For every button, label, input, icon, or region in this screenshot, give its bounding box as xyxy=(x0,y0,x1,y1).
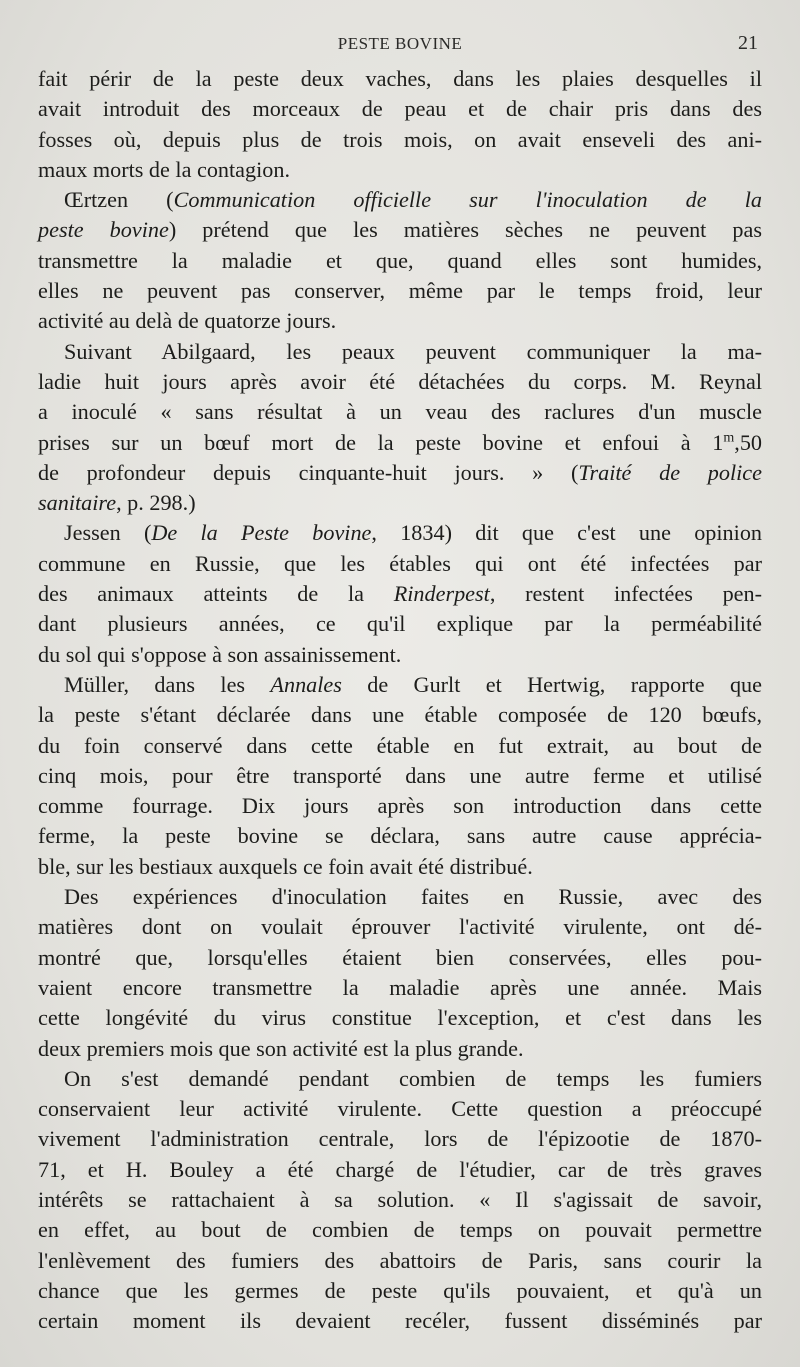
text-line xyxy=(38,397,762,427)
text-line xyxy=(38,609,762,639)
text-segment: fosses où, depuis plus de trois mois, on avait enseveli des ani- xyxy=(38,126,762,152)
text-segment: du foin conservé dans cette étable en fut extrait, au bout de xyxy=(38,732,762,758)
page-number: 21 xyxy=(738,32,758,54)
text-line xyxy=(38,1155,762,1185)
italic-text: peste bovine xyxy=(38,217,169,243)
text-line xyxy=(38,761,762,791)
text-line xyxy=(38,215,762,245)
text-line xyxy=(38,155,762,185)
text-segment: , 1834) dit que c'est une opinion xyxy=(371,520,763,546)
text-line xyxy=(38,518,762,548)
text-segment: elles ne peuvent pas conserver, même par le temps froid, leur xyxy=(38,278,762,304)
italic-text: Rinderpest xyxy=(393,581,490,607)
text-line xyxy=(38,579,762,609)
text-line xyxy=(38,882,762,912)
text-line xyxy=(38,791,762,821)
text-line xyxy=(38,852,762,882)
text-segment: l'enlèvement des fumiers des abattoirs de Paris, sans courir la xyxy=(38,1247,762,1273)
text-segment: conservaient leur activité virulente. Cette question a préoccupé xyxy=(38,1096,762,1122)
italic-text: Communication officielle sur l'inoculation de la xyxy=(173,187,762,213)
text-line xyxy=(38,943,762,973)
text-segment: chance que les germes de peste qu'ils pouvaient, et qu'à un xyxy=(38,1277,762,1303)
text-segment: certain moment ils devaient recéler, fussent disséminés par xyxy=(38,1308,762,1334)
text-line xyxy=(38,246,762,276)
text-line xyxy=(38,94,762,124)
body-text xyxy=(38,64,762,1336)
text-segment: , restent infectées pen- xyxy=(489,581,763,607)
text-line xyxy=(38,306,762,336)
running-head xyxy=(0,34,800,58)
text-segment: vaient encore transmettre la maladie après une année. Mais xyxy=(38,974,762,1000)
text-segment: ble, sur les bestiaux auxquels ce foin avait été distribué. xyxy=(38,853,533,879)
text-line xyxy=(38,337,762,367)
text-line xyxy=(38,125,762,155)
text-segment: 71, et H. Bouley a été chargé de l'étudier, car de très graves xyxy=(38,1156,762,1182)
text-line xyxy=(38,64,762,94)
superscript-text: m xyxy=(723,430,735,446)
text-segment: Des expériences d'inoculation faites en Russie, avec des xyxy=(64,884,762,910)
text-segment: Suivant Abilgaard, les peaux peuvent communiquer la ma- xyxy=(64,338,762,364)
text-segment: Jessen ( xyxy=(64,520,152,546)
text-line xyxy=(38,1034,762,1064)
text-segment: , p. 298.) xyxy=(116,490,196,516)
text-segment: transmettre la maladie et que, quand elles sont humides, xyxy=(38,247,762,273)
running-title: PESTE BOVINE xyxy=(337,34,463,53)
text-line xyxy=(38,1094,762,1124)
italic-text: De la Peste bovine xyxy=(151,520,372,546)
text-segment: matières dont on voulait éprouver l'activité virulente, ont dé- xyxy=(38,914,762,940)
text-segment: prises sur un bœuf mort de la peste bovine et enfoui à 1 xyxy=(38,429,724,455)
text-segment: vivement l'administration centrale, lors de l'épizootie de 1870- xyxy=(38,1126,762,1152)
text-segment: en effet, au bout de combien de temps on pouvait permettre xyxy=(38,1217,762,1243)
text-line xyxy=(38,1246,762,1276)
text-segment: montré que, lorsqu'elles étaient bien conservées, elles pou- xyxy=(38,944,762,970)
text-line xyxy=(38,488,762,518)
text-line xyxy=(38,640,762,670)
text-segment: ) prétend que les matières sèches ne peuvent pas xyxy=(168,217,762,243)
text-line xyxy=(38,1306,762,1336)
text-line xyxy=(38,1276,762,1306)
text-segment: Œrtzen ( xyxy=(64,187,174,213)
text-line xyxy=(38,185,762,215)
italic-text: sanitaire xyxy=(38,490,117,516)
text-segment: ,50 xyxy=(734,429,762,455)
text-segment: des animaux atteints de la xyxy=(38,581,394,607)
text-segment: a inoculé « sans résultat à un veau des raclures d'un muscle xyxy=(38,399,762,425)
text-line xyxy=(38,1185,762,1215)
text-segment: cette longévité du virus constitue l'exception, et c'est dans les xyxy=(38,1005,762,1031)
text-line xyxy=(38,458,762,488)
text-line xyxy=(38,1124,762,1154)
text-segment: deux premiers mois que son activité est la plus grande. xyxy=(38,1035,524,1061)
text-line xyxy=(38,912,762,942)
text-segment: intérêts se rattachaient à sa solution. « Il s'agissait de savoir, xyxy=(38,1186,762,1212)
text-line xyxy=(38,1003,762,1033)
text-segment: comme fourrage. Dix jours après son introduction dans cette xyxy=(38,793,762,819)
text-segment: cinq mois, pour être transporté dans une autre ferme et utilisé xyxy=(38,762,762,788)
italic-text: Annales xyxy=(270,671,342,697)
text-segment: avait introduit des morceaux de peau et de chair pris dans des xyxy=(38,96,762,122)
text-line xyxy=(38,367,762,397)
text-segment: On s'est demandé pendant combien de temps les fumiers xyxy=(64,1065,762,1091)
text-line xyxy=(38,821,762,851)
text-segment: ferme, la peste bovine se déclara, sans autre cause apprécia- xyxy=(38,823,762,849)
text-line xyxy=(38,549,762,579)
text-segment: Müller, dans les xyxy=(64,671,271,697)
text-segment: de profondeur depuis cinquante-huit jours. » ( xyxy=(38,459,579,485)
text-line xyxy=(38,973,762,1003)
text-segment: ladie huit jours après avoir été détachées du corps. M. Reynal xyxy=(38,368,762,394)
text-line xyxy=(38,731,762,761)
italic-text: Traité de police xyxy=(578,459,762,485)
text-line xyxy=(38,428,762,458)
text-segment: commune en Russie, que les étables qui ont été infectées par xyxy=(38,550,762,576)
text-segment: activité au delà de quatorze jours. xyxy=(38,308,337,334)
text-line xyxy=(38,700,762,730)
text-segment: fait périr de la peste deux vaches, dans les plaies desquelles il xyxy=(38,66,762,91)
text-segment: la peste s'étant déclarée dans une étable composée de 120 bœufs, xyxy=(38,702,762,728)
text-segment: du sol qui s'oppose à son assainissement. xyxy=(38,641,402,667)
text-segment: dant plusieurs années, ce qu'il explique par la perméabilité xyxy=(38,611,762,637)
text-line xyxy=(38,1064,762,1094)
text-line xyxy=(38,670,762,700)
text-segment: de Gurlt et Hertwig, rapporte que xyxy=(341,671,762,697)
text-line xyxy=(38,1215,762,1245)
text-segment: maux morts de la contagion. xyxy=(38,156,291,182)
text-line xyxy=(38,276,762,306)
